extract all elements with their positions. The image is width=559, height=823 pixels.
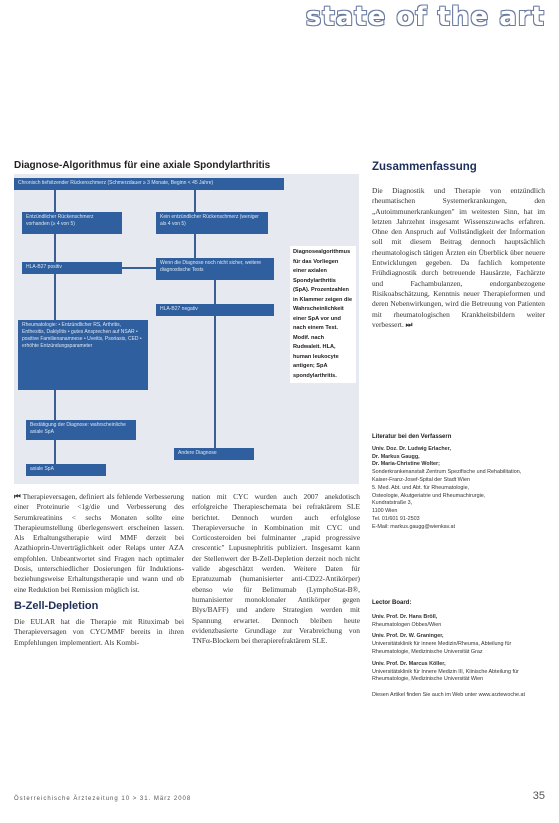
diagram-connector bbox=[214, 316, 216, 448]
authors-title: Literatur bei den Verfassern bbox=[372, 434, 452, 440]
diagram-connector bbox=[54, 234, 56, 262]
diagnosis-diagram bbox=[14, 174, 359, 484]
journal-footer: Österreichische Ärztezeitung 10 > 31. März 2008 bbox=[14, 796, 192, 802]
column-2-paragraph: nation mit CYC wurden auch 2007 anekdotisch erfolgreiche Therapieschemata bei refraktärem SLE berichtet. Dennoch wurden auch erfolglose Therapieversuche in Kombination mit CYC und Corticosteroiden bei fulminanter „rapid progressive crescentic" Lupusnephritis publiziert. Insgesamt kann der Stellenwert der B-Zell-Depletion derzeit noch nicht valide abgeschätzt werden. Weitere Daten für Epratuzumab (humanisierter anti-CD22-Antikörper) ebenso wie für Belimumab (LymphoStat-B®, humanisierter monoklonaler Antikörper gegen Blys/BAFF) und andere Strategien werden mit Spannung erwartet. Dennoch bleiben heute evidenzbasierte Grundlage zur Verabreichung von TNFα-Blockern bei therapierefraktärem SLE. bbox=[192, 492, 360, 646]
diagram-node-confirmation: Bestätigung der Diagnose: wahrscheinliche axiale SpA bbox=[26, 420, 136, 440]
board-member-org: Rheumatologen Obbes/Wien bbox=[372, 621, 442, 628]
page-number: 35 bbox=[532, 790, 545, 802]
text-column-1 bbox=[14, 492, 184, 652]
diagram-node-further-tests: Wenn die Diagnose noch nicht sicher, weitere diagnostische Tests bbox=[156, 258, 274, 280]
diagram-node-non-inflammatory: Kein entzündlicher Rückenschmerz (weniger als 4 von 5) bbox=[156, 212, 268, 234]
summary-column bbox=[372, 160, 545, 334]
text-column-2 bbox=[192, 492, 360, 650]
lector-board bbox=[372, 600, 545, 700]
author-address-line: Kaiser-Franz-Josef-Spital der Stadt Wien bbox=[372, 476, 470, 483]
diagram-node-axial-spa: axiale SpA bbox=[26, 464, 106, 476]
diagram-node-rheumatology: Rheumatologie: • Entzündlicher RS, Arthritis, Enthesitis, Daktylitis • gutes Ansprechen auf NSAR • positive Familienanamnese • Uveitis, Psoriasis, CED • erhöhte Entzündungsparameter bbox=[18, 320, 148, 390]
board-member-name: Univ. Prof. Dr. W. Graninger, bbox=[372, 633, 444, 640]
board-member-org: Universitätsklinik für innere Medizin/Rheuma, Abteilung für Rheumatologie, Medizinische Universität Graz bbox=[372, 641, 512, 655]
author-address-line: 1100 Wien bbox=[372, 508, 398, 515]
diagram-connector bbox=[122, 267, 156, 269]
page-header bbox=[0, 0, 559, 30]
diagram-node-hla-positive: HLA-B27 positiv bbox=[22, 262, 122, 274]
column-1-paragraph: Therapieversagen, definiert als fehlende Verbesserung einer Proteinurie <1g/die und Verbesserung des Serumkreatinins < sechs Monaten sollte eine Therapieumstellung überlegenswert erscheinen lassen. Als Erhaltungstherapie wird MMF derzeit bei Azathioprin-Unverträglichkeit oder Relaps unter AZA empfohlen. Unbeantwortet sind Fragen nach optimaler Dosis, unterschiedlicher Dosierungen für Induktions- beziehungsweise Erhaltungstherapie und wann und ob eine Reduktion bei Remission möglich ist. bbox=[14, 492, 184, 594]
board-member-name: Univ. Prof. Dr. Marcus Köller, bbox=[372, 660, 446, 667]
diagram-connector bbox=[54, 190, 56, 212]
web-note: Diesen Artikel finden Sie auch im Web unter www.arztewoche.at bbox=[372, 692, 526, 699]
diagram-connector bbox=[194, 234, 196, 258]
author-address-line: Sonderkrankenanstalt Zentrum Spezifische und Rehabilitation, bbox=[372, 469, 522, 476]
summary-text: Die Diagnostik und Therapie von entzündlich rheumatischen Systemerkrankungen, den „Autoimmunerkrankungen" im weitesten Sinn, hat im letzten Jahrzehnt insgesamt Wissenszuwachs erfahren. Ohne den Anspruch auf Vollständigkeit der Information soll mit diesem Beitrag dennoch hauptsächlich rheumatologisch tätigen Ärzten ein Überblick über neuere Entwicklungen gegeben. Da fachlich kompetente Frühdiagnostik durch betreuende Hausärzte, Fachärzte und Fachambulanzen, endorganbezogene Risikoabschätzung, Kenntnis neuer Therapieformen und deren Nebenwirkungen, wird die Betreuung von Patienten mit rheumatologischen Krankheitsbildern weiter verbessert. bbox=[372, 186, 545, 329]
section-title: state of the art bbox=[305, 2, 545, 32]
author-address-line: Tel. 01/601 91-2503 bbox=[372, 515, 420, 522]
diagram-node-other-diagnosis: Andere Diagnose bbox=[174, 448, 254, 460]
diagram-node-hla-negative: HLA-B27 negativ bbox=[156, 304, 274, 316]
figure-title: Diagnose-Algorithmus für eine axiale Spondylarthritis bbox=[14, 160, 271, 171]
author-name: Univ. Doz. Dr. Ludwig Erlacher, bbox=[372, 445, 451, 452]
diagram-connector bbox=[54, 390, 56, 420]
diagram-caption: Diagnosealgorithmus für das Vorliegen einer axialen Spondylarthritis (SpA). Prozentzahlen in Klammer zeigen die Wahrscheinlichkeit einer SpA vor und nach einem Test. Modif. nach Rudwaleit. HLA, human leukocyte antigen; SpA spondylarthritis. bbox=[290, 246, 356, 383]
author-name: Dr. Markus Gaugg, bbox=[372, 453, 420, 460]
author-address-line: Kundratstraße 3, bbox=[372, 500, 413, 507]
author-address-line: 5. Med. Abt. und Abt. für Rheumatologie, bbox=[372, 484, 470, 491]
diagram-node-inflammatory: Entzündlicher Rückenschmerz vorhanden (≥ 4 von 5) bbox=[22, 212, 122, 234]
diagram-node-start: Chronisch tiefsitzender Rückenschmerz (Schmerzdauer ≥ 3 Monate, Beginn < 45 Jahre) bbox=[14, 178, 284, 190]
diagram-connector bbox=[54, 274, 56, 320]
column-1-paragraph-2: Die EULAR hat die Therapie mit Rituximab bei Therapieversagen von CYC/MMF bereits in ihren Empfehlungen implementiert. Als Kombi- bbox=[14, 616, 184, 647]
diagram-connector bbox=[214, 280, 216, 304]
authors-box bbox=[372, 434, 545, 532]
author-address-line: Osteologie, Akutgeriatrie und Rheumachirurgie, bbox=[372, 492, 486, 499]
board-member-name: Univ. Prof. Dr. Hans Bröll, bbox=[372, 613, 438, 620]
author-email: E-Mail: markus.gaugg@wienkav.at bbox=[372, 523, 455, 530]
continuation-marker: ⏮ bbox=[14, 492, 21, 501]
diagram-connector bbox=[194, 190, 196, 212]
board-member-org: Universitätsklinik für Innere Medizin III, Klinische Abteilung für Rheumatologie, Medizinische Universität Wien bbox=[372, 668, 519, 683]
lector-board-title: Lector Board: bbox=[372, 600, 412, 606]
section-heading-b-cell: B-Zell-Depletion bbox=[14, 599, 99, 612]
summary-heading: Zusammenfassung bbox=[372, 161, 477, 173]
end-marker: ⏭ bbox=[405, 319, 413, 329]
author-name: Dr. Maria-Christine Wolter; bbox=[372, 461, 440, 468]
diagram-connector bbox=[54, 440, 56, 464]
